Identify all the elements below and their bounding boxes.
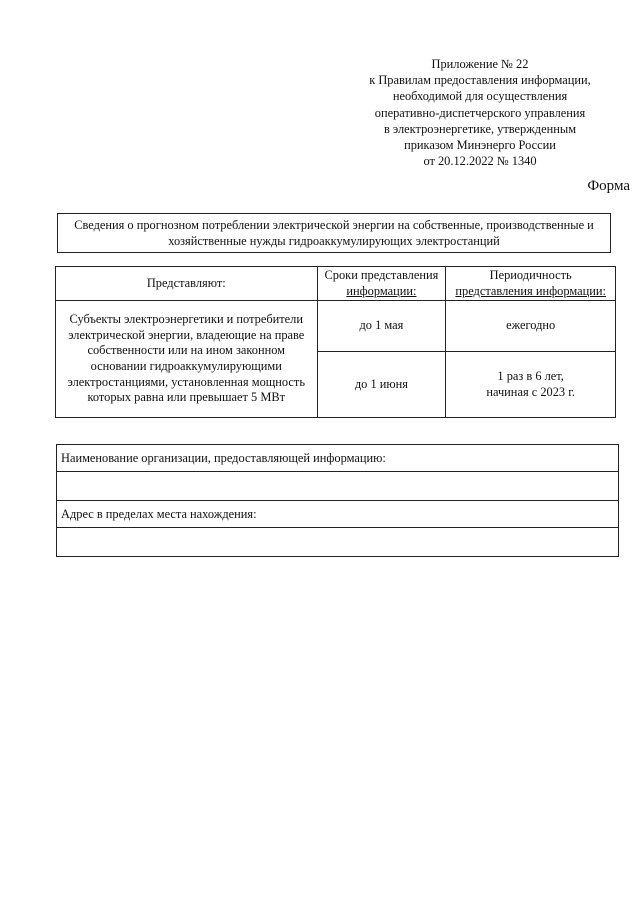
- deadline-cell: до 1 июня: [317, 352, 446, 418]
- appendix-line: оперативно-диспетчерского управления: [374, 105, 586, 120]
- period-line: 1 раз в 6 лет,: [497, 368, 564, 383]
- organization-info-table: [56, 444, 619, 557]
- appendix-header: [330, 56, 630, 169]
- appendix-line: необходимой для осуществления: [392, 89, 568, 104]
- form-title-box: [57, 213, 611, 253]
- org-name-field[interactable]: [57, 472, 619, 501]
- subjects-line: электрической энергии, владеющие на праве: [68, 327, 305, 342]
- subjects-line: электростанциями, установленная мощность: [67, 374, 306, 389]
- header-deadlines: [317, 267, 446, 301]
- period-cell: [446, 352, 616, 418]
- table-row: [57, 528, 619, 557]
- header-period-line: представления информации:: [455, 283, 606, 298]
- appendix-line: к Правилам предоставления информации,: [369, 73, 591, 88]
- header-deadlines-line: информации:: [346, 283, 417, 298]
- appendix-line: приказом Минэнерго России: [404, 138, 556, 153]
- appendix-line: Приложение № 22: [431, 57, 529, 71]
- form-label: Форма: [587, 178, 630, 194]
- subjects-cell: [56, 301, 318, 418]
- appendix-line: в электроэнергетике, утвержденным: [383, 121, 577, 136]
- subjects-line: собственности или на ином законном: [87, 343, 286, 358]
- form-title-line: Сведения о прогнозном потреблении электрической энергии на собственные, производственные и: [74, 218, 594, 232]
- table-row: [57, 501, 619, 528]
- header-period: [446, 267, 616, 301]
- form-title-line: хозяйственные нужды гидроаккумулирующих электростанций: [168, 234, 500, 248]
- header-who: Представляют:: [56, 267, 318, 301]
- appendix-line: от 20.12.2022 № 1340: [423, 154, 537, 169]
- address-label: Адрес в пределах места нахождения:: [57, 501, 619, 528]
- header-period-line: Периодичность: [489, 267, 572, 282]
- org-name-label: Наименование организации, предоставляющей информацию:: [57, 445, 619, 472]
- subjects-line: которых равна или превышает 5 МВт: [87, 390, 286, 405]
- table-row: [57, 472, 619, 501]
- subjects-line: Субъекты электроэнергетики и потребители: [69, 312, 303, 327]
- subjects-line: основании гидроаккумулирующими: [90, 359, 282, 373]
- period-line: начиная с 2023 г.: [486, 384, 575, 399]
- submission-info-table: [55, 266, 616, 418]
- table-row: [57, 445, 619, 472]
- header-deadlines-line: Сроки представления: [324, 267, 439, 282]
- deadline-cell: до 1 мая: [317, 301, 446, 352]
- address-field[interactable]: [57, 528, 619, 557]
- table-row: [56, 301, 616, 352]
- table-header-row: [56, 267, 616, 301]
- period-cell: ежегодно: [446, 301, 616, 352]
